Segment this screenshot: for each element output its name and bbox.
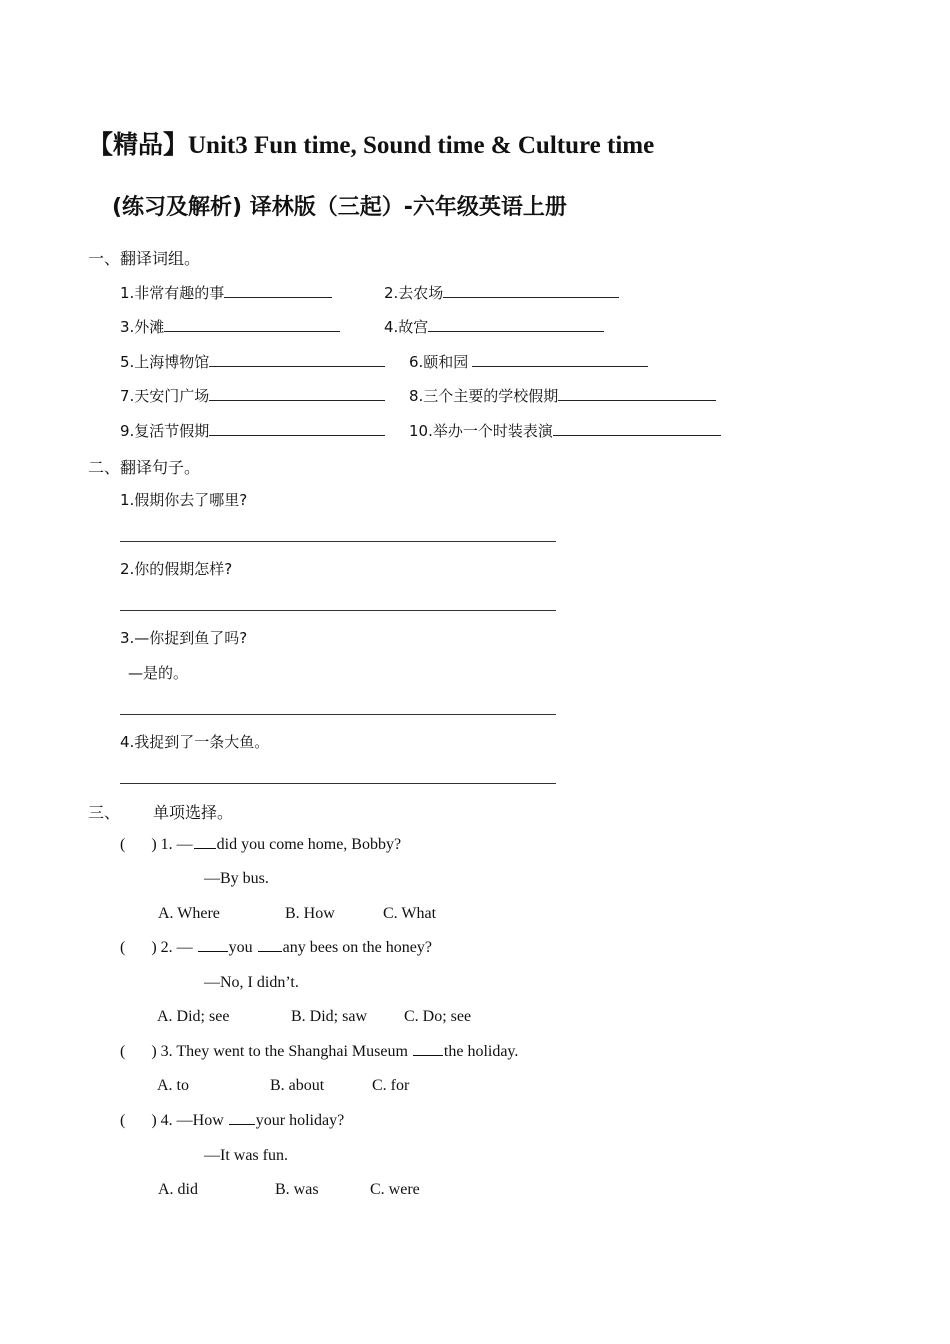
option-a[interactable]: A. Did; see (157, 1008, 230, 1025)
answer-line-4[interactable] (120, 783, 556, 784)
option-a[interactable]: A. Where (158, 905, 220, 922)
section-1-heading: 一、翻译词组。 (88, 249, 201, 268)
phrase-item-9 (120, 420, 385, 441)
option-c[interactable]: C. for (372, 1077, 410, 1094)
answer-blank[interactable] (209, 352, 385, 367)
fill-blank (413, 1043, 443, 1056)
answer-blank[interactable] (443, 283, 619, 298)
phrase-item-1 (120, 282, 332, 303)
question-text: you (228, 939, 253, 956)
answer-blank[interactable] (558, 386, 716, 401)
mc-question-3 (120, 1043, 518, 1061)
fill-blank (198, 939, 228, 952)
question-number: ) 3. They went to the Shanghai Museum (151, 1043, 408, 1060)
sentence-q4: 4.我捉到了一条大鱼。 (120, 733, 270, 751)
answer-paren[interactable]: ( (120, 836, 126, 853)
section-2-heading: 二、翻译句子。 (88, 458, 201, 477)
phrase-label: 2.去农场 (384, 284, 444, 302)
mc-question-1 (120, 836, 401, 854)
option-c[interactable]: C. Do; see (404, 1008, 472, 1025)
answer-blank[interactable] (209, 386, 385, 401)
phrase-item-7 (120, 385, 385, 406)
page-subtitle: (练习及解析) 译林版（三起）-六年级英语上册 (112, 195, 567, 220)
phrase-label: 8.三个主要的学校假期 (409, 387, 559, 405)
phrase-item-4 (384, 316, 604, 337)
question-text: the holiday. (443, 1043, 519, 1060)
sentence-q3a: 3.—你捉到鱼了吗? (120, 629, 248, 647)
option-b[interactable]: B. about (270, 1077, 325, 1094)
mc-reply-2: —No, I didn’t. (204, 974, 299, 991)
sentence-q2: 2.你的假期怎样? (120, 560, 233, 578)
question-text: did you come home, Bobby? (216, 836, 402, 853)
answer-blank[interactable] (553, 421, 721, 436)
question-number: ) 1. — (151, 836, 193, 853)
question-number: ) 2. — (151, 939, 193, 956)
fill-blank (258, 939, 282, 952)
phrase-label: 9.复活节假期 (120, 422, 210, 440)
answer-blank[interactable] (428, 317, 604, 332)
mc-reply-4: —It was fun. (204, 1147, 288, 1164)
phrase-item-5 (120, 351, 385, 372)
option-b[interactable]: B. Did; saw (291, 1008, 367, 1025)
answer-line-2[interactable] (120, 610, 556, 611)
phrase-label: 1.非常有趣的事 (120, 284, 225, 302)
option-b[interactable]: B. was (275, 1181, 319, 1198)
phrase-label: 10.举办一个时装表演 (409, 422, 553, 440)
phrase-label: 5.上海博物馆 (120, 353, 210, 371)
phrase-item-8 (409, 385, 716, 406)
answer-paren[interactable]: ( (120, 1112, 126, 1129)
answer-blank[interactable] (224, 283, 332, 298)
phrase-item-2 (384, 282, 619, 303)
sentence-q3b: —是的。 (128, 664, 189, 682)
phrase-item-3 (120, 316, 340, 337)
mc-question-4 (120, 1112, 344, 1130)
answer-blank[interactable] (164, 317, 340, 332)
option-b[interactable]: B. How (285, 905, 335, 922)
option-c[interactable]: C. What (383, 905, 437, 922)
answer-blank[interactable] (209, 421, 385, 436)
answer-paren[interactable]: ( (120, 939, 126, 956)
answer-paren[interactable]: ( (120, 1043, 126, 1060)
mc-reply-1: —By bus. (204, 870, 269, 887)
question-text: your holiday? (255, 1112, 345, 1129)
phrase-label: 4.故宫 (384, 318, 429, 336)
answer-blank[interactable] (472, 352, 648, 367)
question-text: any bees on the honey? (282, 939, 432, 956)
fill-blank (229, 1112, 255, 1125)
phrase-label: 6.颐和园 (409, 353, 469, 371)
page-title: 【精品】Unit3 Fun time, Sound time & Culture time (88, 132, 655, 159)
phrase-label: 7.天安门广场 (120, 387, 210, 405)
phrase-item-6 (409, 351, 648, 372)
answer-line-3[interactable] (120, 714, 556, 715)
answer-line-1[interactable] (120, 541, 556, 542)
sentence-q1: 1.假期你去了哪里? (120, 491, 248, 509)
phrase-label: 3.外滩 (120, 318, 165, 336)
option-a[interactable]: A. to (157, 1077, 189, 1094)
mc-question-2 (120, 939, 432, 957)
section-3-heading-num: 三、 (88, 803, 121, 822)
section-3-heading: 单项选择。 (153, 803, 234, 822)
fill-blank (194, 836, 216, 849)
phrase-item-10 (409, 420, 721, 441)
question-number: ) 4. —How (151, 1112, 224, 1129)
option-c[interactable]: C. were (370, 1181, 420, 1198)
option-a[interactable]: A. did (158, 1181, 198, 1198)
